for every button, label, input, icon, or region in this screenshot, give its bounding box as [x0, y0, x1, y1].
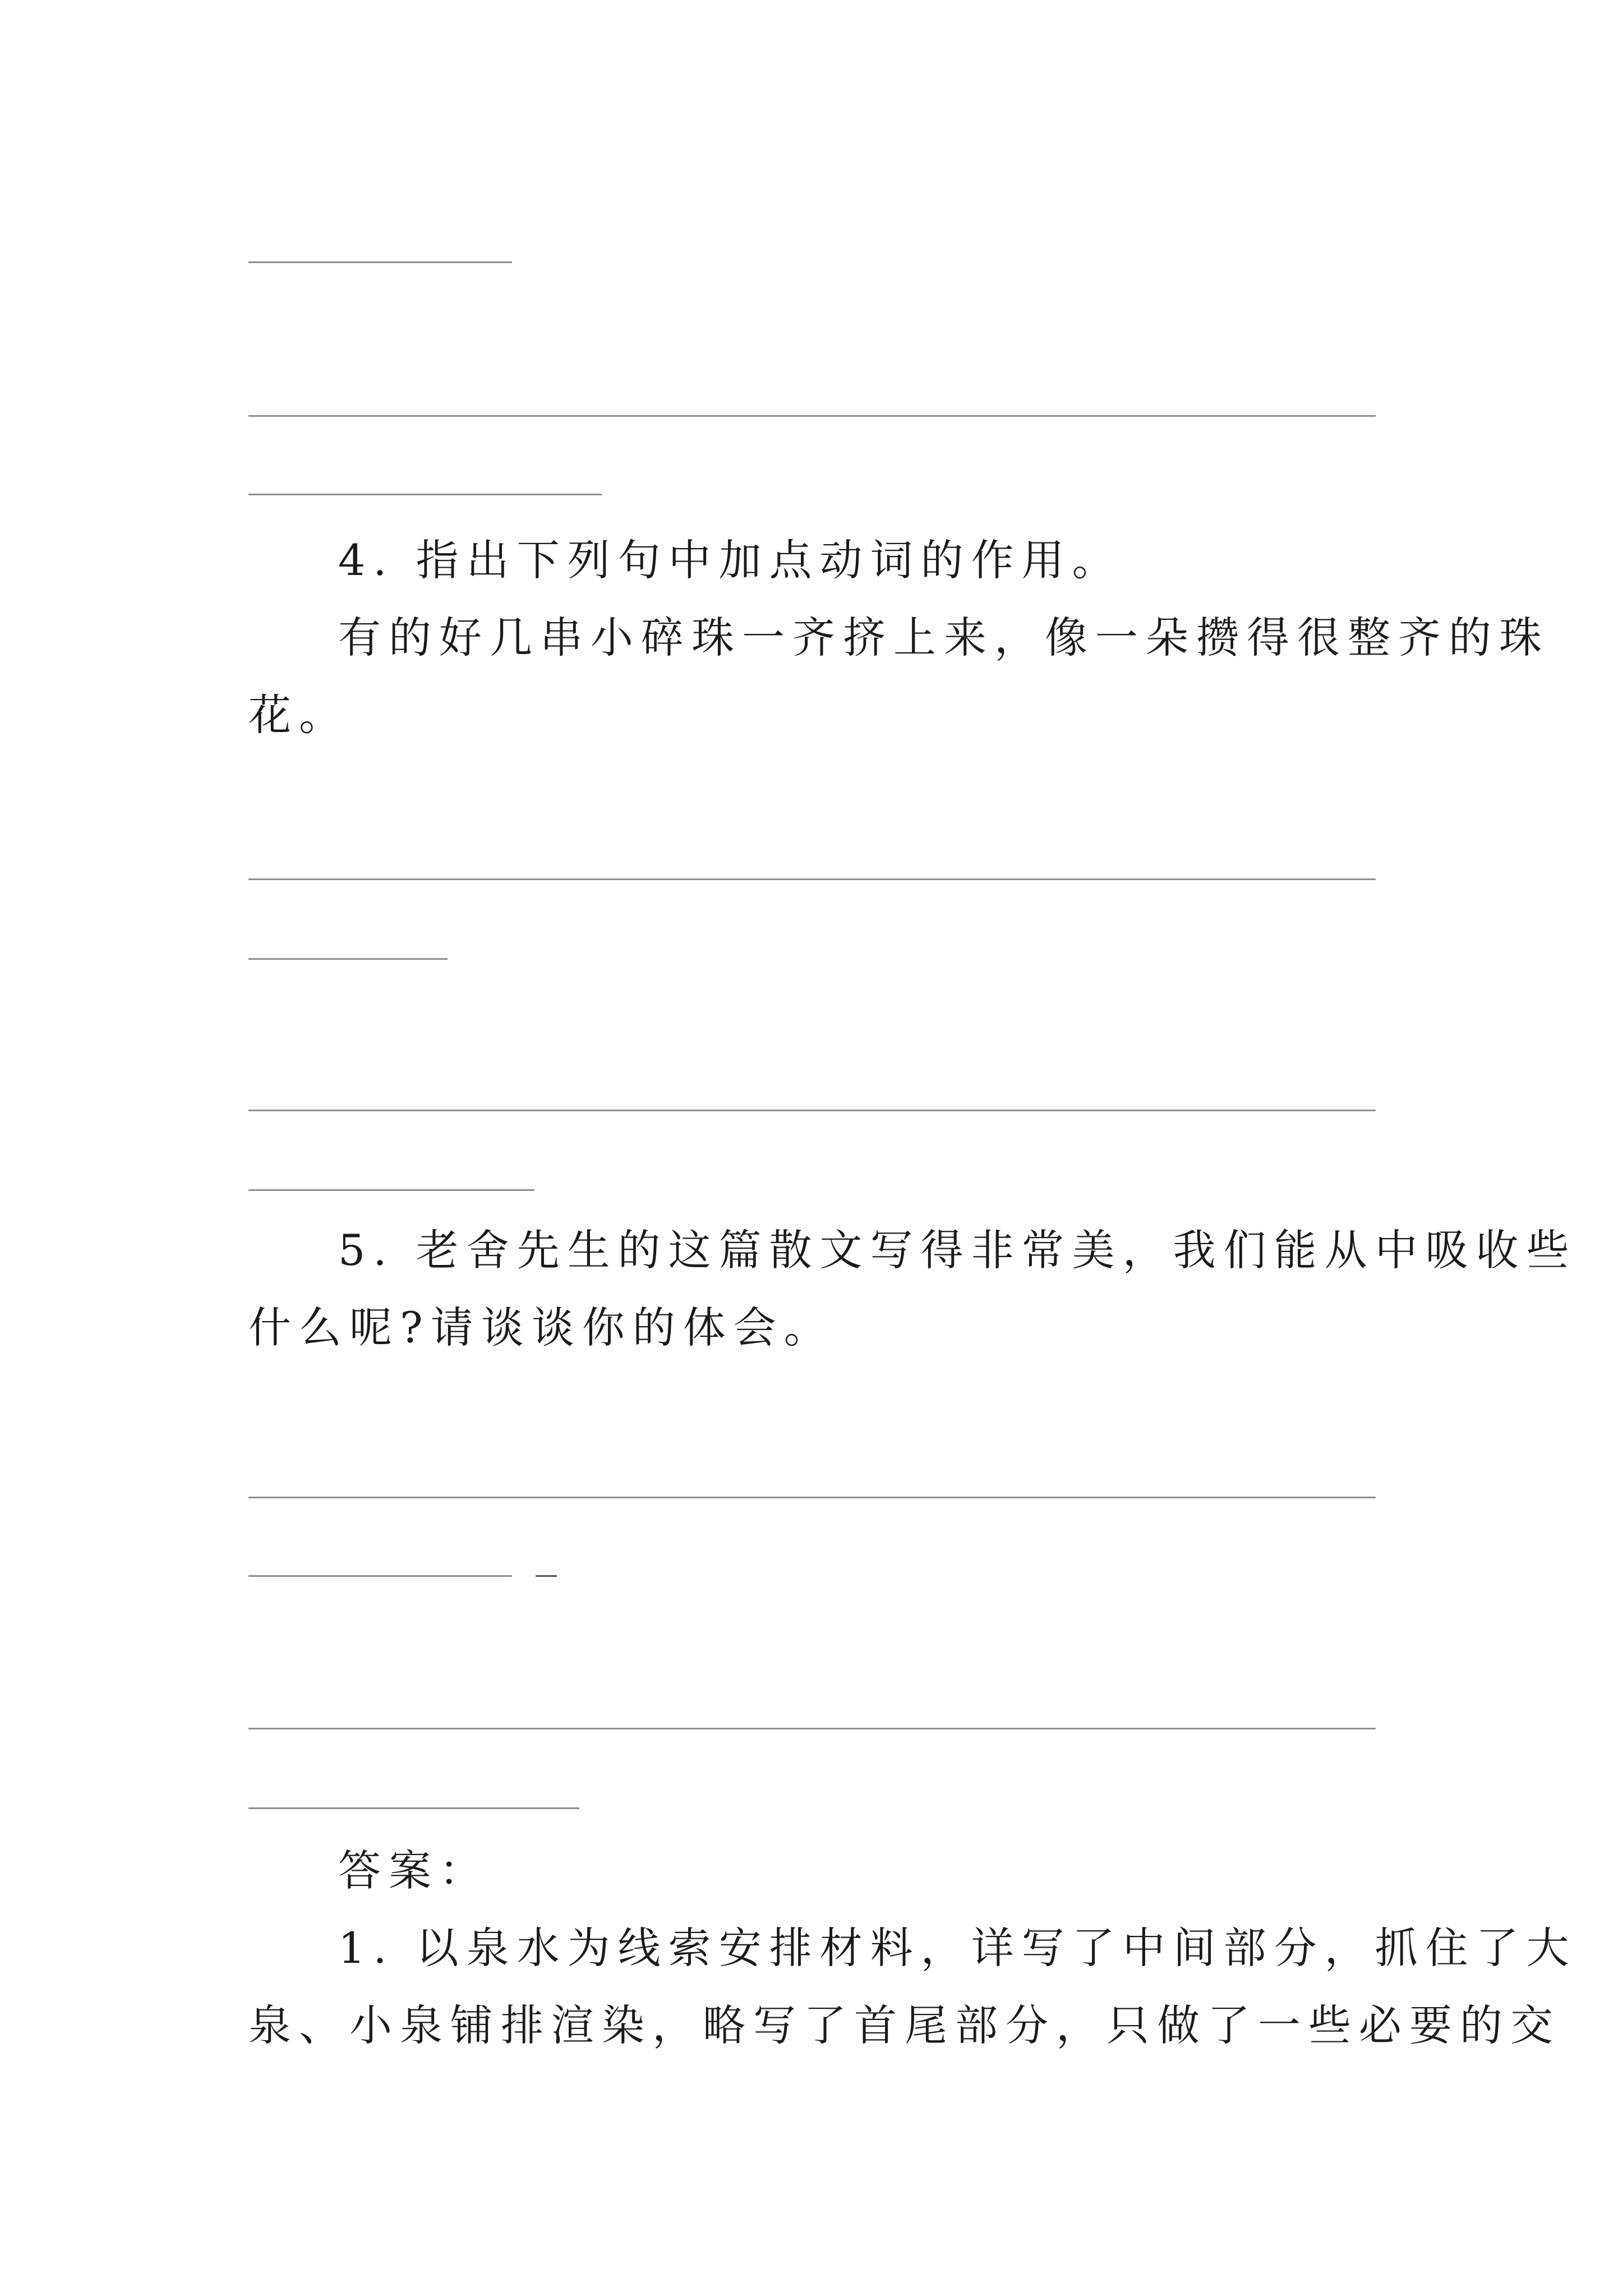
answer-blank-line[interactable]: [248, 1110, 1376, 1111]
answer-blank-line[interactable]: [248, 1189, 534, 1191]
question-5-prompt-continued: 什么呢?请谈谈你的体会。: [248, 1303, 834, 1352]
answer-blank-line[interactable]: [248, 1728, 1376, 1729]
answer-blank-line[interactable]: [248, 878, 1376, 880]
question-4-prompt: 4. 指出下列句中加点动词的作用。: [338, 535, 1123, 585]
stray-dash-mark: [536, 1575, 557, 1577]
answer-blank-line[interactable]: [248, 261, 512, 263]
answer-blank-line[interactable]: [248, 1575, 512, 1577]
answer-blank-line[interactable]: [248, 1807, 579, 1809]
answers-heading: 答案：: [338, 1846, 490, 1895]
answer-blank-line[interactable]: [248, 494, 602, 495]
question-5-prompt: 5. 老舍先生的这篇散文写得非常美，我们能从中吸收些: [338, 1225, 1577, 1275]
question-4-sentence: 有的好几串小碎珠一齐挤上来，像一朵攒得很整齐的珠: [338, 613, 1550, 662]
answer-blank-line[interactable]: [248, 415, 1376, 417]
answer-blank-line[interactable]: [248, 1497, 1376, 1498]
question-4-sentence-continued: 花。: [248, 690, 349, 740]
answer-1: 1. 以泉水为线索安排材料，详写了中间部分，抓住了大: [338, 1923, 1577, 1973]
answer-blank-line[interactable]: [248, 958, 448, 960]
answer-1-continued: 泉、小泉铺排渲染，略写了首尾部分，只做了一些必要的交: [248, 2000, 1561, 2050]
